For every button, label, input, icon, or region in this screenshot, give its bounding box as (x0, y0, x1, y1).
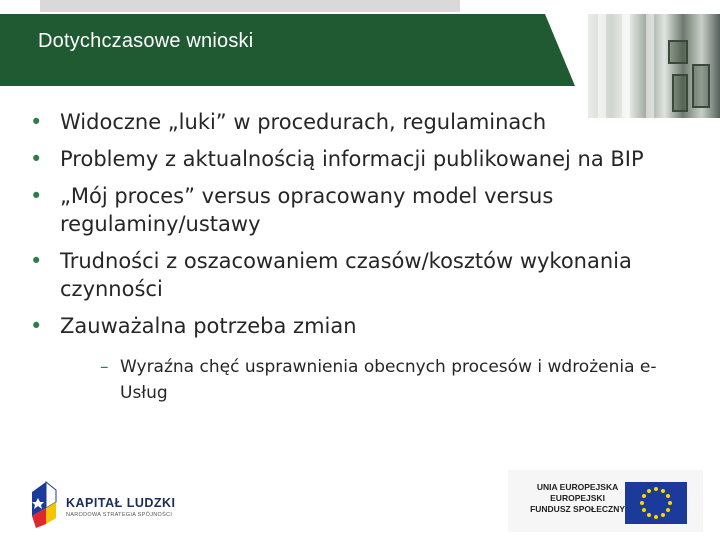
photo-column (646, 14, 654, 118)
sub-bullet-text: Wyraźna chęć usprawnienia obecnych procesów i wdrożenia e-Usług (120, 357, 657, 403)
sub-bullet-item (60, 354, 680, 406)
eu-line-3: FUNDUSZ SPOŁECZNY (530, 504, 625, 514)
eu-logo (508, 470, 703, 532)
slide-content (30, 108, 700, 415)
slide-title: Dotychczasowe wnioski (38, 30, 254, 52)
bullet-dot-icon: • (30, 314, 43, 338)
bullet-item (30, 182, 700, 238)
bullet-dot-icon: • (30, 110, 43, 134)
eu-line-1: UNIA EUROPEJSKA (536, 482, 619, 492)
bullet-item (30, 312, 700, 406)
bullet-dot-icon: • (30, 249, 43, 273)
kapital-ludzki-logo (28, 478, 188, 528)
bullet-item (30, 247, 700, 303)
bullet-item (30, 108, 700, 136)
eu-flag-icon (625, 482, 687, 524)
photo-window (692, 64, 710, 108)
photo-window (672, 74, 688, 112)
bullet-dot-icon: • (30, 184, 43, 208)
photo-column (622, 14, 630, 118)
kapital-ludzki-name: KAPITAŁ LUDZKI (66, 496, 176, 510)
bullet-text: Zauważalna potrzeba zmian (60, 314, 357, 338)
kapital-ludzki-emblem-icon (28, 478, 60, 528)
photo-window (668, 40, 688, 64)
bullet-text: Widoczne „luki” w procedurach, regulaminach (60, 110, 547, 134)
bullet-text: Problemy z aktualnością informacji publikowanej na BIP (60, 147, 644, 171)
photo-column (598, 14, 606, 118)
top-decor-stripe (40, 0, 460, 12)
bullet-dot-icon: • (30, 147, 43, 171)
kapital-ludzki-subtitle: NARODOWA STRATEGIA SPÓJNOŚCI (66, 512, 173, 518)
eu-stars-icon (625, 482, 687, 524)
dash-icon: – (100, 357, 109, 377)
bullet-text: Trudności z oszacowaniem czasów/kosztów wykonania czynności (60, 249, 632, 301)
bullet-item (30, 145, 700, 173)
bullet-text: „Mój proces” versus opracowany model versus regulaminy/ustawy (60, 184, 554, 236)
eu-text (530, 482, 625, 515)
building-photo (588, 14, 720, 118)
eu-line-2: EUROPEJSKI (550, 493, 605, 503)
bullet-list (30, 108, 700, 406)
